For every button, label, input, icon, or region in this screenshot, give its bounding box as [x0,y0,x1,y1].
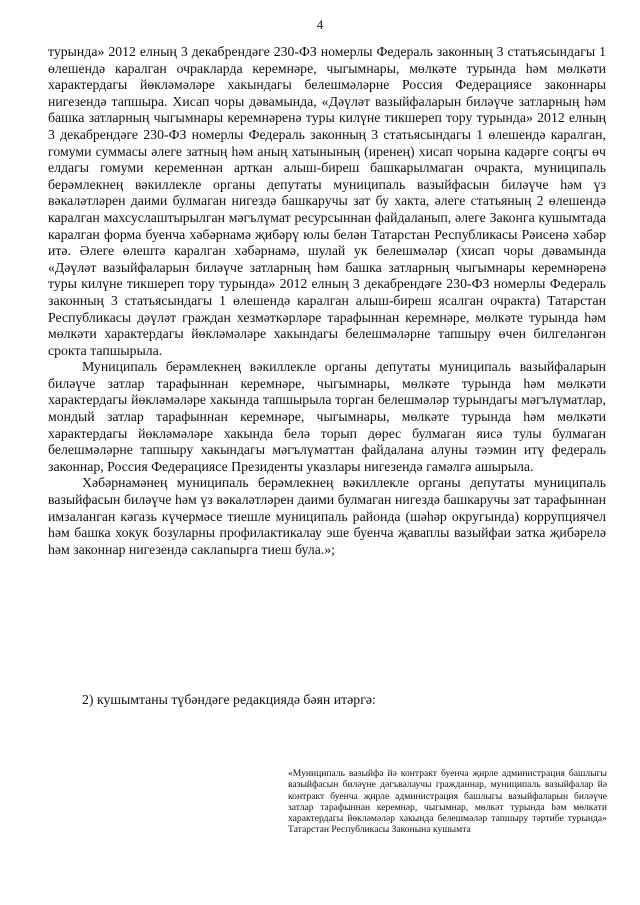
paragraph-2: Муниципаль берәмлекнең вәкиллекле органы депутаты муниципаль вазыйфаларын биләүче затлар тарафыннан керемнәре, чыгымнары, мөлкәте турында һәм мөлкәти характердагы йөкләмәләре хакында тапшырыла торган белешмәләр турындагы мәгълүматлар, мондый затлар тарафыннан керемнәре, чыгымнары, мөлкәте турында һәм мөлкәти характердагы йөкләмәләре хакында белә торып дөрес булмаган яисә тулы булмаган белешмәләрне тапшыру хакындагы мәгълүматтан файдалана алуны тәэмин итү федераль законнар, Россия Федерациясе Президенты указлары нигезендә гамәлгә ашырыла. [48,359,606,474]
annex-header-note: «Муниципаль вазыйфа йә контракт буенча җирле администрация башлыгы вазыйфасын биләүне дәгъвалаучы гражданнар, муниципаль вазыйфалар йә контракт буенча җирле администрация башлыгы вазыйфаларын биләүче затлар тарафыннан керемнәр, чыгымнар, мөлкәт турында һәм мөлкәти характердагы йөкләмәләр хакында белешмәләр тапшыру тәртибе турында» Татарстан Республикасы Законына кушымта [288,768,607,836]
amendment-item-2: 2) кушымтаны түбәндәге редакциядә бәян итәргә: [82,692,376,707]
paragraph-1: турында» 2012 елның 3 декабрендәге 230-ФЗ номерлы Федераль законның 3 статьясындагы 1 өлешендә каралган очракларда керемнәре, чыгымнары, мөлкәте турында һәм мөлкәти характердагы йөкләмәләре хакындагы белешмәләрне Россия Федерациясе законнары нигезендә тапшыра. Хисап чоры дәвамында, «Дәүләт вазыйфаларын биләүче затларның һәм башка затларның чыгымнары керемнәренә туры килүне тикшереп тору турында» 2012 елның 3 декабрендәге 230-ФЗ номерлы Федераль законның 3 статьясындагы 1 өлешендә каралган, гомуми суммасы әлеге затның һәм аның хатынының (иренең) хисап чорына кадәрге соңгы өч елдагы гомуми кеременнән арткан алыш-биреш башкарылмаган очракта, муниципаль берәмлекнең вәкиллекле органы депутаты муниципаль вазыйфасын биләүче һәм үз вәкаләтләрен даими булмаган нигездә башкаручы зат бу хакта, әлеге статьяның 2 өлешендә каралган махсуслаштырылган мәгълүмат ресурсыннан файдаланып, әлеге Законга кушымтада каралган форма буенча хәбәрнамә җибәрү юлы белән Татарстан Республикасы Рәисенә хәбәр итә. Әлеге өлештә каралган хәбәрнамә, шулай ук белешмәләр (хисап чоры дәвамында «Дәүләт вазыйфаларын биләүче затларның һәм башка затларның чыгымнары керемнәренә туры килүне тикшереп тору турында» 2012 елның 3 декабрендәге 230-ФЗ номерлы Федераль законның 3 статьясындагы 1 өлешендә каралган алыш-биреш ясалган очракта) Татарстан Республикасы дәүләт граждан хезмәткәрләре тарафыннан керемнәре, мөлкәте турында һәм мөлкәти характердагы йөкләмәләре хакындагы белешмәләрне тапшыру өчен билгеләнгән срокта тапшырыла. [48,44,606,358]
page-number: 4 [316,17,324,32]
document-body [48,44,606,558]
paragraph-3: Хәбәрнамәнең муниципаль берәмлекнең вәкиллекле органы депутаты муниципаль вазыйфасын биләүче һәм үз вәкаләтләрен даими булмаган нигездә башкаручы зат тарафыннан имзаланган кәгазь күчермәсе тиешле муниципаль районда (шәһәр округында) коррупциячел һәм башка хокук бозуларны профилактикалау эше буенча җаваплы вазыйфаи затка җибәрелә һәм законнар нигезендә саклanырга тиеш була.»; [48,475,606,557]
